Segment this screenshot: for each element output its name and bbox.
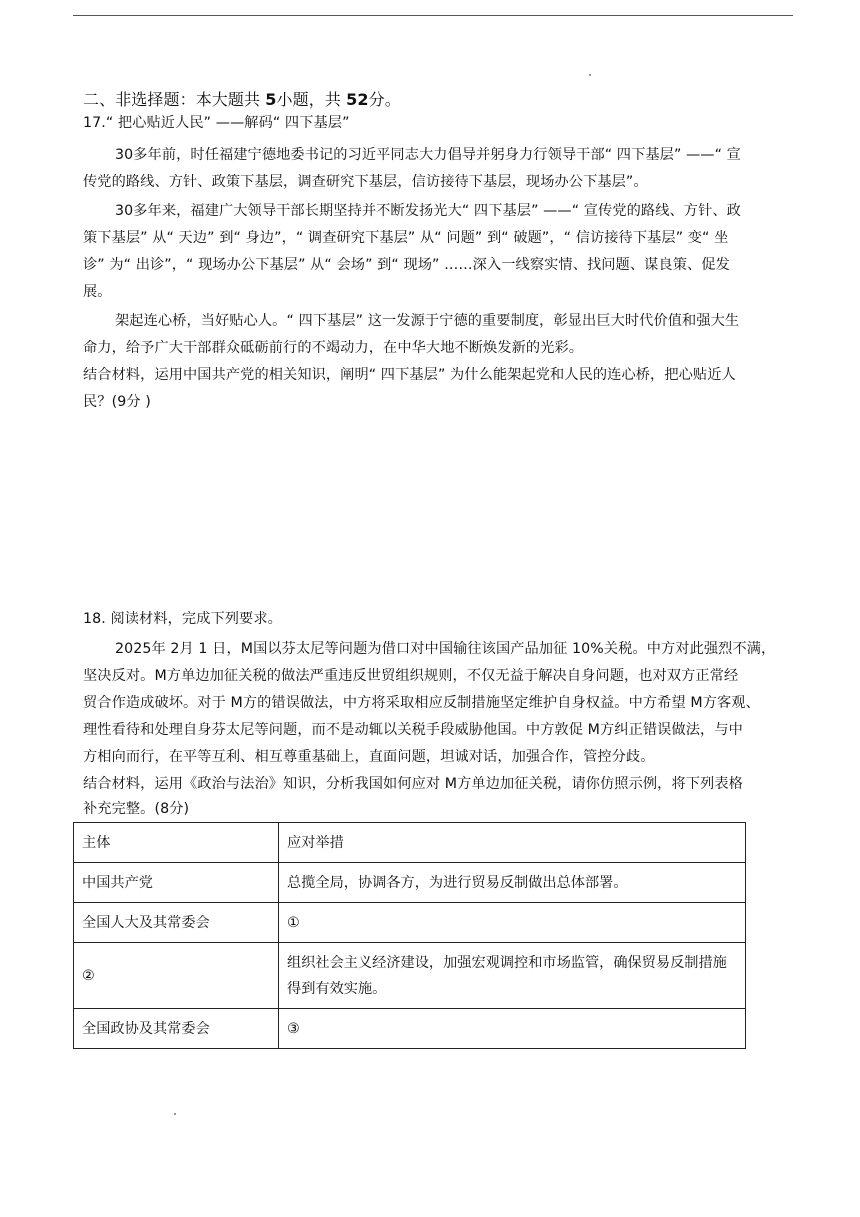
q17-question-line: 民？(9分 ) [83, 394, 151, 410]
q17-paragraph-line: 展。 [83, 284, 112, 300]
q18-question-line: 结合材料，运用《政治与法治》知识，分析我国如何应对 M方单边加征关税，请你仿照示例，将下列表格 [83, 776, 743, 792]
q18-title: 18. 阅读材料，完成下列要求。 [83, 611, 282, 627]
q17-paragraph-line: 诊” 为“ 出诊”，“ 现场办公下基层” 从“ 会场” 到“ 现场” ……深入一线察实情、找问题、谋良策、促发 [83, 257, 730, 273]
q17-question-line: 结合材料，运用中国共产党的相关知识，阐明“ 四下基层” 为什么能架起党和人民的连心桥，把心贴近人 [83, 367, 736, 383]
scan-dot [174, 1113, 176, 1115]
table-cell: 全国政协及其常委会 [74, 1009, 279, 1049]
q18-material-line: 坚决反对。M方单边加征关税的做法严重违反世贸组织规则，不仅无益于解决自身问题，也对双方正常经 [83, 668, 739, 684]
q17-title: 17.“ 把心贴近人民” ——解码“ 四下基层” [83, 115, 350, 131]
q17-paragraph-line: 30多年前，时任福建宁德地委书记的习近平同志大力倡导并躬身力行领导干部“ 四下基层” ——“ 宣 [115, 147, 741, 163]
table-row [74, 903, 746, 943]
table-cell: ① [279, 903, 746, 943]
section-heading: 二、非选择题：本大题共 5小题，共 52分。 [83, 90, 401, 109]
table-cell: 总揽全局，协调各方，为进行贸易反制做出总体部署。 [279, 863, 746, 903]
table-cell: ③ [279, 1009, 746, 1049]
table-cell: ② [74, 943, 279, 1009]
table-row [74, 1009, 746, 1049]
top-rule [73, 15, 793, 16]
table-row [74, 943, 746, 1009]
q18-material-line: 方相向而行，在平等互利、相互尊重基础上，直面问题，坦诚对话，加强合作，管控分歧。 [83, 749, 655, 765]
q17-paragraph-line: 命力，给予广大干部群众砥砺前行的不竭动力，在中华大地不断焕发新的光彩。 [83, 340, 584, 356]
table-header-row [74, 823, 746, 863]
q18-material-line: 贸合作造成破坏。对于 M方的错误做法，中方将采取相应反制措施坚定维护自身权益。中方希望 M方客观、 [83, 695, 760, 711]
q17-paragraph-line: 30多年来，福建广大领导干部长期坚持并不断发扬光大“ 四下基层” ——“ 宣传党的路线、方针、政 [115, 203, 741, 219]
q17-paragraph-line: 传党的路线、方针、政策下基层，调查研究下基层，信访接待下基层，现场办公下基层”。 [83, 174, 648, 190]
q18-material-line: 理性看待和处理自身芬太尼等问题，而不是动辄以关税手段威胁他国。中方敦促 M方纠正错误做法，与中 [83, 722, 743, 738]
q17-paragraph-line: 策下基层” 从“ 天边” 到“ 身边”，“ 调查研究下基层” 从“ 问题” 到“ 破题”，“ 信访接待下基层” 变“ 坐 [83, 230, 729, 246]
table-row [74, 863, 746, 903]
table-cell: 中国共产党 [74, 863, 279, 903]
table-cell: 全国人大及其常委会 [74, 903, 279, 943]
table-header-cell: 主体 [74, 823, 279, 863]
table-cell: 组织社会主义经济建设，加强宏观调控和市场监管，确保贸易反制措施得到有效实施。 [279, 943, 746, 1009]
response-table [73, 822, 746, 1049]
q18-question-line: 补充完整。(8分) [83, 801, 190, 817]
scan-dot [589, 74, 591, 76]
q18-material-line: 2025年 2月 1 日，M国以芬太尼等问题为借口对中国输往该国产品加征 10%关税。中方对此强烈不满， [115, 641, 776, 657]
q17-paragraph-line: 架起连心桥，当好贴心人。“ 四下基层” 这一发源于宁德的重要制度，彰显出巨大时代价值和强大生 [115, 313, 740, 329]
table-header-cell: 应对举措 [279, 823, 746, 863]
